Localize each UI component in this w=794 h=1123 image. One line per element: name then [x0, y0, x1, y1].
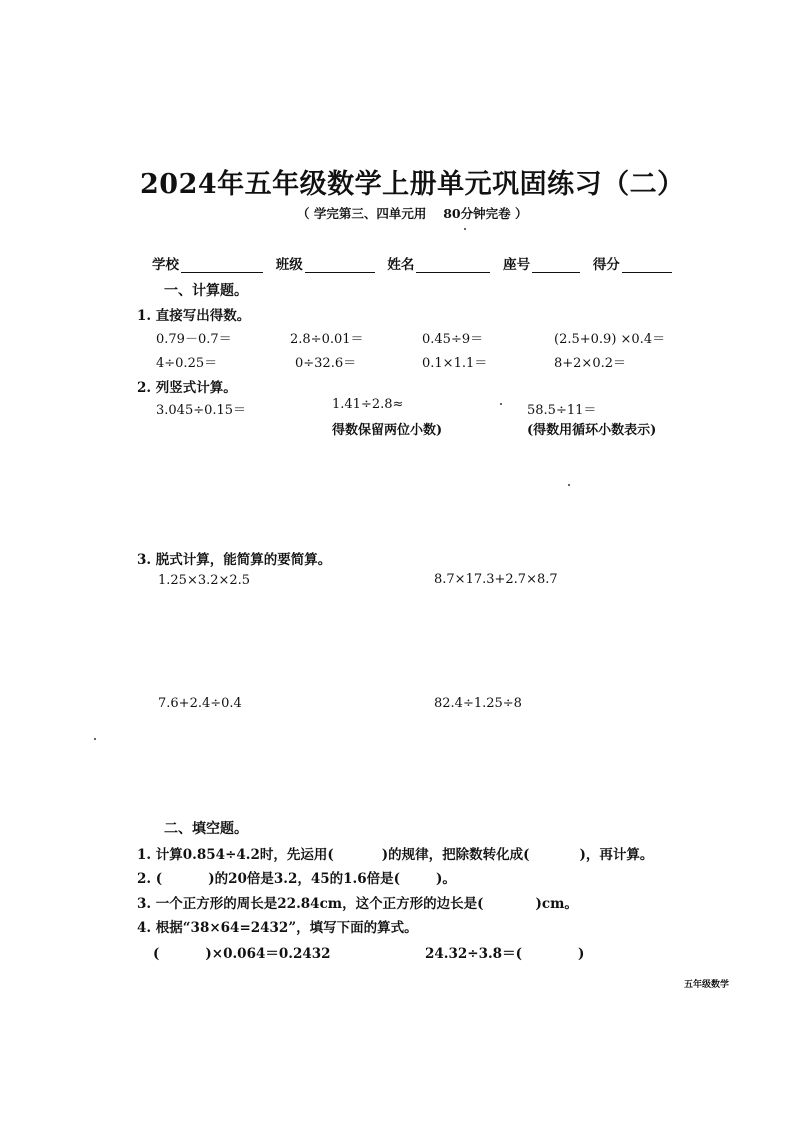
seat-label: 座号	[503, 257, 531, 273]
fill-question-4b	[425, 942, 584, 962]
fill-question-2	[137, 867, 456, 887]
fill-question-1	[137, 843, 653, 863]
scan-speck	[568, 484, 570, 486]
name-field[interactable]	[416, 258, 490, 273]
class-field[interactable]	[305, 258, 375, 273]
fill-text: 24.32÷3.8＝(	[425, 946, 522, 962]
fill-text: )，再计算。	[579, 847, 654, 863]
exercise-item: 4÷0.25＝	[156, 356, 218, 371]
exercise-item: 1.41÷2.8≈	[332, 397, 404, 412]
page-title: 2024年五年级数学上册单元巩固练习（二）	[140, 169, 685, 200]
fill-text: )cm。	[535, 896, 578, 912]
scan-speck	[500, 403, 502, 405]
fill-question-3	[137, 892, 578, 912]
fill-text: 3. 一个正方形的周长是22.84cm，这个正方形的边长是(	[137, 896, 484, 912]
question-2-label: 2. 列竖式计算。	[137, 380, 237, 396]
exercise-item: 0.1×1.1＝	[422, 356, 488, 371]
section-heading-calc: 一、计算题。	[164, 283, 248, 299]
fill-text: (	[153, 946, 160, 962]
fill-text: )	[577, 946, 585, 962]
fill-question-4-label: 4. 根据“38×64=2432”，填写下面的算式。	[137, 920, 418, 936]
footer-label: 五年级数学	[684, 980, 730, 990]
score-label: 得分	[592, 257, 620, 273]
section-heading-fill-blank: 二、填空题。	[164, 821, 248, 837]
seat-field[interactable]	[532, 258, 580, 273]
exercise-item: 0.45÷9＝	[422, 332, 484, 347]
exercise-item: 7.6+2.4÷0.4	[158, 696, 242, 711]
fill-text: )×0.064＝0.2432	[205, 946, 331, 962]
exercise-item: 8.7×17.3+2.7×8.7	[434, 572, 558, 587]
fill-question-4a	[153, 942, 331, 962]
exercise-item: (2.5+0.9) ×0.4＝	[554, 332, 666, 347]
fill-text: 2. (	[137, 871, 163, 887]
exercise-item: 0.79－0.7＝	[156, 332, 232, 347]
page-subtitle: （ 学完第三、四单元用 80分钟完卷 ）	[297, 206, 528, 221]
name-label: 姓名	[387, 257, 415, 273]
exercise-item: 2.8÷0.01＝	[290, 332, 364, 347]
repeating-decimal-note: (得数用循环小数表示)	[527, 423, 657, 438]
question-3-label: 3. 脱式计算，能简算的要简算。	[137, 552, 332, 568]
fill-text: )的规律，把除数转化成(	[381, 847, 530, 863]
rounding-note: 得数保留两位小数)	[332, 423, 443, 438]
school-field[interactable]	[181, 258, 263, 273]
score-field[interactable]	[622, 258, 672, 273]
fill-text: 1. 计算0.854÷4.2时，先运用(	[137, 847, 334, 863]
class-label: 班级	[275, 257, 303, 273]
exercise-item: 8+2×0.2＝	[554, 356, 627, 371]
school-label: 学校	[152, 257, 179, 273]
fill-text: )的20倍是3.2，45的1.6倍是(	[208, 871, 401, 887]
question-1-label: 1. 直接写出得数。	[137, 308, 251, 324]
exercise-item: 58.5÷11＝	[527, 403, 597, 418]
exercise-item: 82.4÷1.25÷8	[434, 696, 522, 711]
exercise-item: 0÷32.6＝	[295, 356, 357, 371]
scan-speck	[94, 738, 96, 740]
exercise-item: 3.045÷0.15＝	[156, 403, 247, 418]
fill-text: )。	[436, 871, 456, 887]
student-info-line	[152, 253, 680, 273]
scan-speck	[464, 228, 466, 230]
exercise-item: 1.25×3.2×2.5	[158, 573, 251, 588]
